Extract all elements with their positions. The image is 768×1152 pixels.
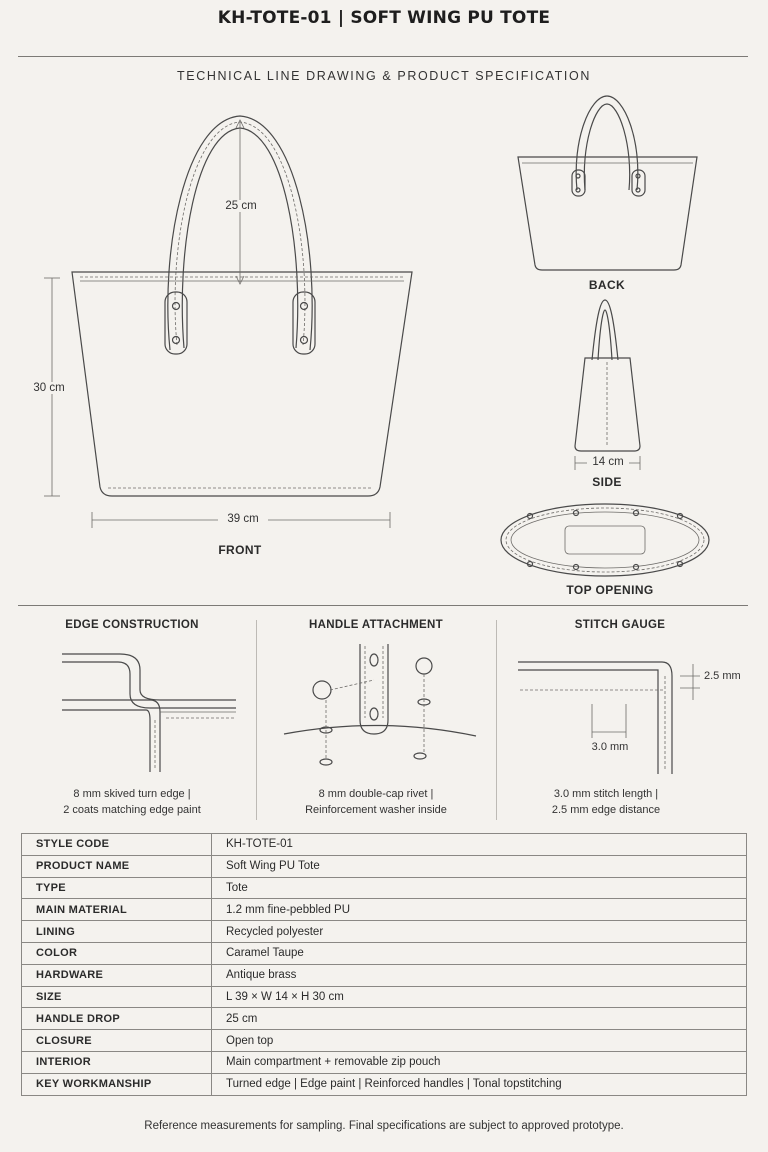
spec-row xyxy=(22,877,747,899)
handle-drop-dimension: 25 cm xyxy=(218,200,264,212)
spec-key: TYPE xyxy=(22,877,212,899)
footer-note: Reference measurements for sampling. Final specifications are subject to approved prototype. xyxy=(144,1120,624,1132)
spec-row xyxy=(22,1030,747,1052)
spec-key: LINING xyxy=(22,921,212,943)
spec-table xyxy=(21,833,747,1096)
spec-row xyxy=(22,855,747,877)
handle-caption-line-1: 8 mm double-cap rivet | xyxy=(318,788,434,800)
spec-row xyxy=(22,1051,747,1073)
spec-key: STYLE CODE xyxy=(22,834,212,856)
stitch-gauge-title: STITCH GAUGE xyxy=(574,619,666,631)
width-dimension: 39 cm xyxy=(218,513,268,525)
spec-key: KEY WORKMANSHIP xyxy=(22,1073,212,1095)
edge-caption-line-2: 2 coats matching edge paint xyxy=(63,804,201,816)
spec-value: Caramel Taupe xyxy=(212,942,747,964)
spec-value: Main compartment + removable zip pouch xyxy=(212,1051,747,1073)
spec-row xyxy=(22,986,747,1008)
edge-distance-dimension: 2.5 mm xyxy=(704,670,741,682)
spec-key: COLOR xyxy=(22,942,212,964)
spec-row xyxy=(22,834,747,856)
spec-key: INTERIOR xyxy=(22,1051,212,1073)
page-title: KH-TOTE-01 | SOFT WING PU TOTE xyxy=(217,8,551,28)
spec-value: Tote xyxy=(212,877,747,899)
spec-row xyxy=(22,921,747,943)
handle-caption-line-2: Reinforcement washer inside xyxy=(305,804,447,816)
spec-value: 25 cm xyxy=(212,1008,747,1030)
spec-key: HARDWARE xyxy=(22,964,212,986)
height-dimension: 30 cm xyxy=(26,382,72,394)
front-view-label: FRONT xyxy=(218,543,262,557)
spec-value: Soft Wing PU Tote xyxy=(212,855,747,877)
side-view-label: SIDE xyxy=(592,475,622,489)
depth-dimension: 14 cm xyxy=(587,456,629,468)
spec-value: Open top xyxy=(212,1030,747,1052)
spec-key: CLOSURE xyxy=(22,1030,212,1052)
spec-key: SIZE xyxy=(22,986,212,1008)
spec-value: Antique brass xyxy=(212,964,747,986)
spec-key: HANDLE DROP xyxy=(22,1008,212,1030)
stitch-length-dimension: 3.0 mm xyxy=(591,741,629,753)
handle-attachment-title: HANDLE ATTACHMENT xyxy=(309,619,443,631)
stitch-caption xyxy=(496,786,716,818)
stitch-caption-line-2: 2.5 mm edge distance xyxy=(551,804,661,816)
spec-row xyxy=(22,964,747,986)
edge-construction-title: EDGE CONSTRUCTION xyxy=(65,619,199,631)
spec-row xyxy=(22,1073,747,1095)
spec-value: 1.2 mm fine-pebbled PU xyxy=(212,899,747,921)
spec-value: KH-TOTE-01 xyxy=(212,834,747,856)
spec-row xyxy=(22,1008,747,1030)
spec-row xyxy=(22,899,747,921)
edge-caption-line-1: 8 mm skived turn edge | xyxy=(73,788,191,800)
top-opening-label: TOP OPENING xyxy=(566,583,654,597)
spec-key: PRODUCT NAME xyxy=(22,855,212,877)
stitch-caption-line-1: 3.0 mm stitch length | xyxy=(553,788,659,800)
spec-value: Turned edge | Edge paint | Reinforced handles | Tonal topstitching xyxy=(212,1073,747,1095)
spec-key: MAIN MATERIAL xyxy=(22,899,212,921)
back-view-label: BACK xyxy=(588,278,626,292)
spec-value: Recycled polyester xyxy=(212,921,747,943)
spec-value: L 39 × W 14 × H 30 cm xyxy=(212,986,747,1008)
page-subtitle: TECHNICAL LINE DRAWING & PRODUCT SPECIFICATION xyxy=(177,69,591,83)
spec-row xyxy=(22,942,747,964)
